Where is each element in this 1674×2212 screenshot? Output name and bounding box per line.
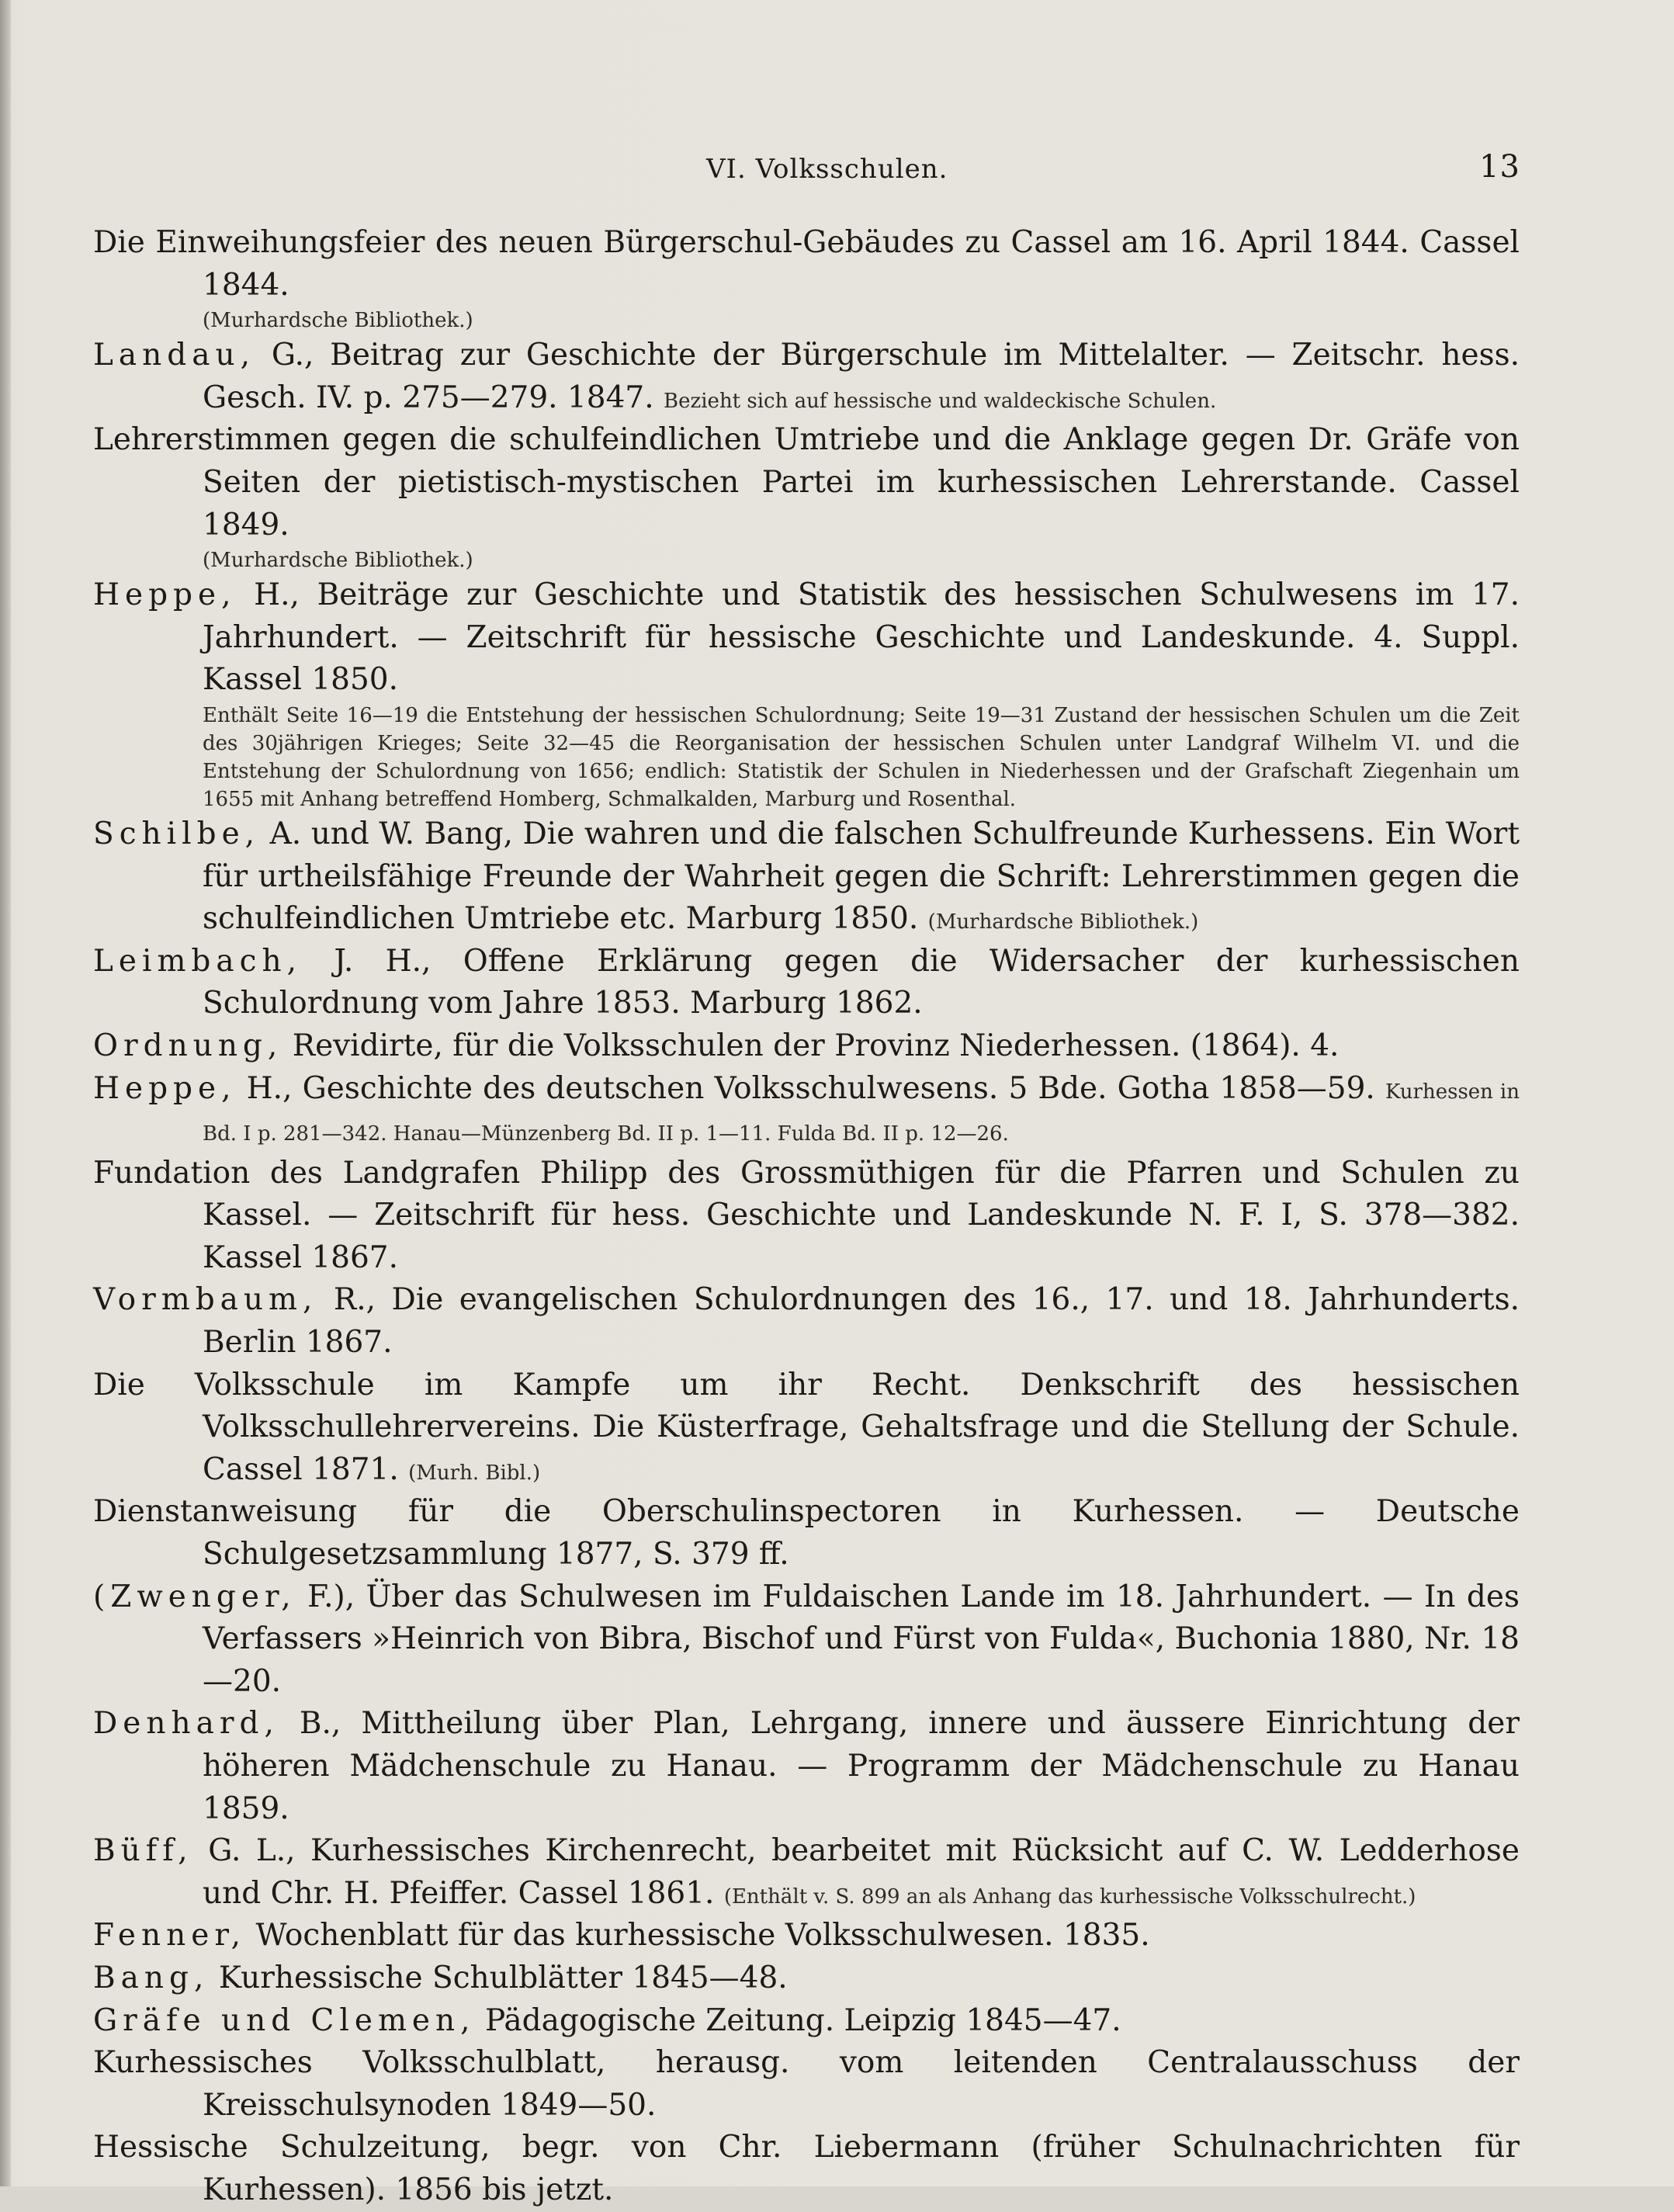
page-number: 13 <box>1479 149 1520 185</box>
entry-text: F.), Über das Schulwesen im Fuldaischen Lande im 18. Jahrhundert. — In des Verfassers »Heinrich von Bibra, Bischof und Fürst von Fulda«, Buchonia 1880, Nr. 18—20. <box>203 1579 1520 1699</box>
bibliography-entry <box>93 335 1520 419</box>
entry-author: Bang, <box>93 1960 210 1995</box>
bibliography-entry <box>93 1279 1520 1364</box>
entry-note: Kurhessen in Bd. I p. 281—342. Hanau—Münzenberg Bd. II p. 1—11. Fulda Bd. II p. 12—26. <box>203 1080 1520 1146</box>
entry-author: (Zwenger, <box>93 1579 296 1614</box>
bibliography-entry <box>93 419 1520 574</box>
entry-note: (Murhardsche Bibliothek.) <box>927 910 1199 934</box>
bibliography-entry <box>93 2000 1520 2043</box>
bibliography-entry <box>93 1703 1520 1830</box>
bibliography-entry <box>93 1576 1520 1704</box>
entry-text: A. und W. Bang, Die wahren und die falschen Schulfreunde Kurhessens. Ein Wort für urtheilsfähige Freunde der Wahrheit gegen die Schrift: Lehrerstimmen gegen die schulfeindlichen Umtriebe etc. Marburg 1850. <box>203 816 1520 937</box>
entry-author: Ordnung, <box>93 1028 283 1063</box>
entry-text: J. H., Offene Erklärung gegen die Widersacher der kurhessischen Schulordnung vom Jahre 1853. Marburg 1862. <box>203 943 1520 1021</box>
entry-text: Lehrerstimmen gegen die schulfeindlichen Umtriebe und die Anklage gegen Dr. Gräfe von Seiten der pietistisch-mystischen Partei im kurhessischen Lehrerstande. Cassel 1849. <box>93 422 1520 543</box>
entry-author: Vormbaum, <box>93 1282 318 1318</box>
bibliography-entry <box>93 222 1520 335</box>
bibliography-entry <box>93 1830 1520 1915</box>
bibliography-entry <box>93 1957 1520 2000</box>
entry-note: (Murhardsche Bibliothek.) <box>203 309 473 333</box>
entry-text: Revidirte, für die Volksschulen der Provinz Niederhessen. (1864). 4. <box>292 1028 1340 1063</box>
entry-text: G. L., Kurhessisches Kirchenrecht, bearbeitet mit Rücksicht auf C. W. Ledderhose und Chr. H. Pfeiffer. Cassel 1861. <box>203 1833 1520 1911</box>
bibliography-entry <box>93 1153 1520 1280</box>
entry-text: Dienstanweisung für die Oberschulinspectoren in Kurhessen. — Deutsche Schulgesetzsammlung 1877, S. 379 ff. <box>93 1494 1520 1572</box>
page-spine-shadow <box>0 0 11 2186</box>
entry-text: Die Volksschule im Kampfe um ihr Recht. Denkschrift des hessischen Volksschullehrervereins. Die Küsterfrage, Gehaltsfrage und die Stellung der Schule. Cassel 1871. <box>93 1367 1520 1487</box>
bibliography-entry <box>93 1068 1520 1153</box>
bibliography-entry <box>93 2042 1520 2127</box>
entry-author: Schilbe, <box>93 816 261 851</box>
entry-note: (Enthält v. S. 899 an als Anhang das kurhessische Volksschulrecht.) <box>723 1884 1416 1909</box>
bibliography-entry <box>93 941 1520 1025</box>
running-header <box>0 149 1674 192</box>
bibliography-entry <box>93 2127 1520 2211</box>
entry-text: Pädagogische Zeitung. Leipzig 1845—47. <box>484 2002 1121 2038</box>
entry-author: Fenner, <box>93 1918 247 1954</box>
entry-author: Landau, <box>93 338 255 373</box>
entry-author: Gräfe und Clemen, <box>93 2002 476 2038</box>
entry-text: B., Mittheilung über Plan, Lehrgang, innere und äussere Einrichtung der höheren Mädchenschule zu Hanau. — Programm der Mädchenschule zu Hanau 1859. <box>203 1706 1520 1826</box>
entry-author: Büff, <box>93 1833 193 1869</box>
entry-note: (Murhardsche Bibliothek.) <box>203 549 473 573</box>
entry-text: Hessische Schulzeitung, begr. von Chr. Liebermann (früher Schulnachrichten für Kurhessen). 1856 bis jetzt. <box>93 2130 1520 2207</box>
entry-text: Die Einweihungsfeier des neuen Bürgerschul-Gebäudes zu Cassel am 16. April 1844. Cassel 1844. <box>93 225 1520 303</box>
entry-text: Fundation des Landgrafen Philipp des Grossmüthigen für die Pfarren und Schulen zu Kassel. — Zeitschrift für hess. Geschichte und Landeskunde N. F. I, S. 378—382. Kassel 1867. <box>93 1155 1520 1275</box>
entry-note: (Murh. Bibl.) <box>408 1461 541 1485</box>
entry-text: Wochenblatt für das kurhessische Volksschulwesen. 1835. <box>255 1918 1150 1954</box>
bibliography-entry <box>93 813 1520 941</box>
entry-text: Kurhessisches Volksschulblatt, herausg. vom leitenden Centralausschuss der Kreisschulsynoden 1849—50. <box>93 2045 1520 2123</box>
entry-text: H., Geschichte des deutschen Volksschulwesens. 5 Bde. Gotha 1858—59. <box>246 1070 1375 1106</box>
entry-author: Heppe, <box>93 577 237 613</box>
bibliography-entry <box>93 1364 1520 1492</box>
entry-author: Denhard, <box>93 1706 279 1742</box>
entry-text: G., Beitrag zur Geschichte der Bürgerschule im Mittelalter. — Zeitschr. hess. Gesch. IV. p. 275—279. 1847. <box>203 338 1520 415</box>
entry-text: R., Die evangelischen Schulordnungen des 16., 17. und 18. Jahrhunderts. Berlin 1867. <box>203 1282 1520 1361</box>
bibliography-entry <box>93 574 1520 813</box>
entry-text: H., Beiträge zur Geschichte und Statistik des hessischen Schulwesens im 17. Jahrhundert. — Zeitschrift für hessische Geschichte und Landeskunde. 4. Suppl. Kassel 1850. <box>203 577 1520 698</box>
bibliography-list <box>93 222 1520 2212</box>
entry-note: Enthält Seite 16—19 die Entstehung der hessischen Schulordnung; Seite 19—31 Zustand der hessischen Schulen um die Zeit des 30jährigen Krieges; Seite 32—45 die Reorganisation der hessischen Schulen unter Landgraf Wilhelm VI. und die Entstehung der Schulordnung von 1656; endlich: Statistik der Schulen in Niederhessen und der Grafschaft Ziegenhain um 1655 mit Anhang betreffend Homberg, Schmalkalden, Marburg und Rosenthal. <box>203 703 1520 811</box>
bibliography-entry <box>93 1491 1520 1576</box>
bibliography-entry <box>93 1915 1520 1957</box>
entry-text: Kurhessische Schulblätter 1845—48. <box>218 1960 788 1995</box>
running-title: VI. Volksschulen. <box>706 154 948 185</box>
entry-note: Bezieht sich auf hessische und waldeckische Schulen. <box>664 389 1217 413</box>
entry-author: Heppe, <box>93 1070 237 1106</box>
bibliography-entry <box>93 1025 1520 1068</box>
entry-author: Leimbach, <box>93 943 303 979</box>
